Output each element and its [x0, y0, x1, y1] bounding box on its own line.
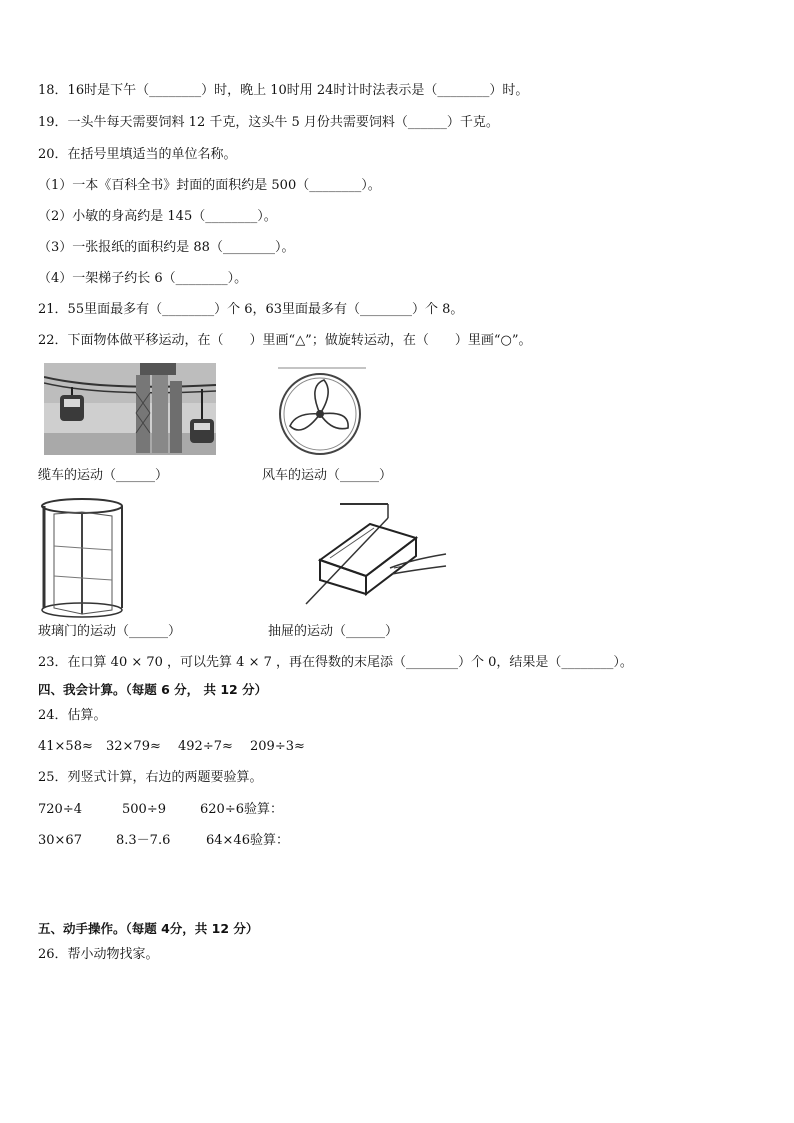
- calc-item-8-3-minus-7-6: 8.3－7.6: [116, 833, 171, 848]
- question-24-stem: 24．估算。: [38, 708, 107, 723]
- question-25-row-1: [38, 801, 283, 819]
- cable-car-illustration: [44, 363, 216, 455]
- question-20-stem: 20．在括号里填适当的单位名称。: [38, 147, 237, 162]
- question-21: 21．55里面最多有（________）个 6，63里面最多有（________）个 8。: [38, 302, 464, 317]
- question-20-item-3: （3）一张报纸的面积约是 88（________）。: [38, 240, 295, 255]
- question-25-row-2: [38, 832, 289, 850]
- question-20-item-1: （1）一本《百科全书》封面的面积约是 500（________）。: [38, 178, 381, 193]
- question-25-stem: 25．列竖式计算，右边的两题要验算。: [38, 770, 263, 785]
- calc-item-64x46: 64×46验算：: [206, 833, 289, 848]
- drawer-illustration: [300, 500, 448, 606]
- calc-item-30x67: 30×67: [38, 833, 82, 848]
- estimate-item-1: 41×58≈: [38, 739, 93, 754]
- question-19: 19．一头牛每天需要饲料 12 千克，这头牛 5 月份共需要饲料（______）千克。: [38, 115, 499, 130]
- caption-cable-car: 缆车的运动（______）: [38, 468, 169, 483]
- question-22-stem: 22．下面物体做平移运动，在（ ）里画“△”；做旋转运动，在（ ）里画“○”。: [38, 333, 532, 348]
- section-5-heading: 五、动手操作。（每题 4分，共 12 分）: [38, 921, 259, 936]
- question-20-item-2: （2）小敏的身高约是 145（________）。: [38, 209, 277, 224]
- section-4-heading: 四、我会计算。（每题 6 分， 共 12 分）: [38, 682, 268, 697]
- caption-windmill: 风车的运动（______）: [262, 468, 393, 483]
- windmill-fan-illustration: [274, 366, 366, 458]
- calc-item-620-6: 620÷6验算：: [200, 802, 283, 817]
- question-26: 26．帮小动物找家。: [38, 947, 159, 962]
- caption-drawer: 抽屉的运动（______）: [268, 624, 399, 639]
- estimate-item-3: 492÷7≈: [178, 739, 233, 754]
- calc-item-720-4: 720÷4: [38, 802, 82, 817]
- calc-item-500-9: 500÷9: [122, 802, 166, 817]
- question-18: 18．16时是下午（________）时，晚上 10时用 24时计时法表示是（________）时。: [38, 83, 529, 98]
- question-23: 23．在口算 40 × 70 ，可以先算 4 × 7 ，再在得数的末尾添（________）个 0，结果是（________）。: [38, 655, 633, 670]
- glass-door-illustration: [36, 496, 130, 620]
- question-20-item-4: （4）一架梯子约长 6（________）。: [38, 271, 248, 286]
- caption-glass-door: 玻璃门的运动（______）: [38, 624, 182, 639]
- estimate-item-4: 209÷3≈: [250, 739, 305, 754]
- estimate-item-2: 32×79≈: [106, 739, 161, 754]
- question-24-items: [38, 738, 305, 756]
